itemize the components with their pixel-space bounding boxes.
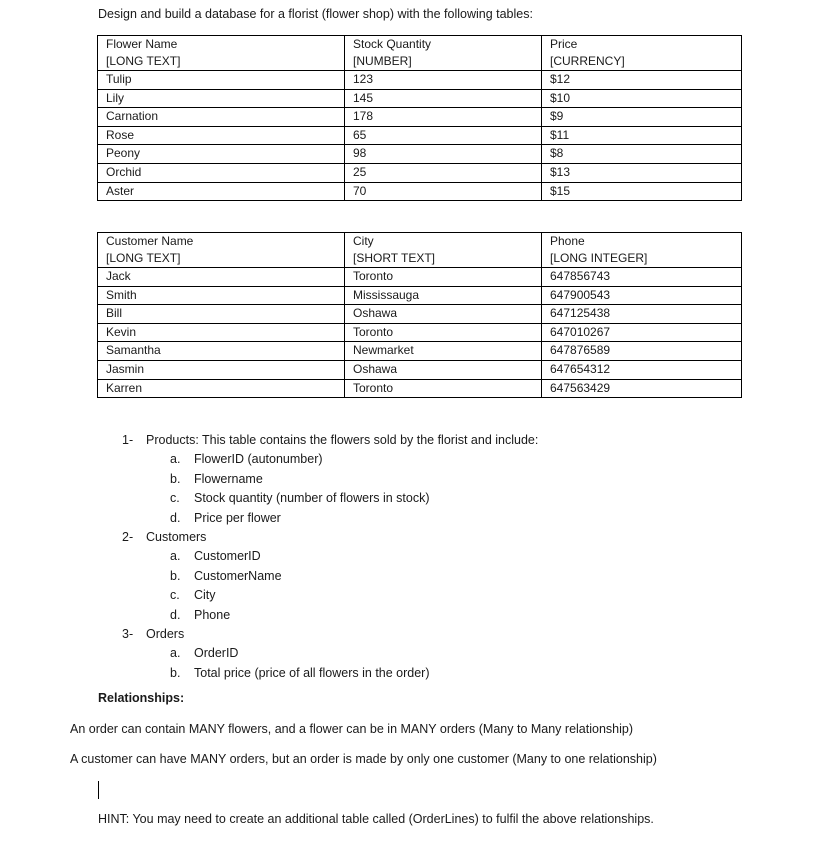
- header-text: Flower Name: [106, 37, 178, 51]
- list-item: Orders: [146, 627, 185, 641]
- sublist-letter: d.: [170, 510, 181, 525]
- sublist-item: OrderID: [194, 646, 239, 661]
- table-cell: 647856743: [542, 268, 742, 287]
- header-cell: [98, 233, 345, 268]
- table-row: [98, 360, 742, 379]
- header-text: [LONG INTEGER]: [550, 251, 648, 265]
- table-row: [98, 145, 742, 164]
- header-text: Price: [550, 37, 578, 51]
- table-row: [98, 71, 742, 90]
- header-cell: [542, 36, 742, 71]
- list-item: Products: This table contains the flowers sold by the florist and include:: [146, 433, 539, 447]
- table-cell: $13: [542, 163, 742, 182]
- header-row: [98, 36, 742, 71]
- table-row: [98, 342, 742, 361]
- table-cell: Aster: [98, 182, 345, 201]
- table-cell: 98: [345, 145, 542, 164]
- table-cell: Newmarket: [345, 342, 542, 361]
- intro-text: Design and build a database for a florist (flower shop) with the following tables:: [98, 7, 533, 21]
- sublist-item: Phone: [194, 607, 231, 622]
- header-row: [98, 233, 742, 268]
- sublist-letter: b.: [170, 568, 181, 583]
- sublist-letter: a.: [170, 549, 181, 564]
- table-cell: 647125438: [542, 305, 742, 324]
- table-cell: Karren: [98, 379, 345, 398]
- table-cell: $15: [542, 182, 742, 201]
- table-row: [98, 89, 742, 108]
- header-text: [LONG TEXT]: [106, 54, 181, 68]
- header-cell: [98, 36, 345, 71]
- sublist-letter: a.: [170, 452, 181, 467]
- table-cell: 647900543: [542, 286, 742, 305]
- table-row: [98, 286, 742, 305]
- list-number: 2-: [122, 530, 134, 544]
- table-row: [98, 323, 742, 342]
- table-cell: Toronto: [345, 323, 542, 342]
- sublist-item: FlowerID (autonumber): [194, 452, 323, 467]
- sublist-letter: a.: [170, 646, 181, 661]
- table-row: [98, 163, 742, 182]
- sublist-item: Stock quantity (number of flowers in stock): [194, 491, 430, 506]
- table-cell: 178: [345, 108, 542, 127]
- table-cell: $11: [542, 126, 742, 145]
- header-text: City: [353, 234, 374, 248]
- table-cell: 65: [345, 126, 542, 145]
- header-cell: [542, 233, 742, 268]
- sublist-item: Price per flower: [194, 510, 281, 525]
- table-cell: Rose: [98, 126, 345, 145]
- header-text: [LONG TEXT]: [106, 251, 181, 265]
- table-cell: Mississauga: [345, 286, 542, 305]
- text-cursor: [98, 781, 99, 799]
- sublist-item: City: [194, 588, 216, 603]
- table-cell: $10: [542, 89, 742, 108]
- table-cell: Jack: [98, 268, 345, 287]
- table-cell: Orchid: [98, 163, 345, 182]
- customers-table: [97, 232, 742, 398]
- table-cell: 145: [345, 89, 542, 108]
- relationship-2: A customer can have MANY orders, but an order is made by only one customer (Many to one relationship): [70, 752, 657, 766]
- table-cell: Oshawa: [345, 305, 542, 324]
- table-cell: $12: [542, 71, 742, 90]
- sublist-item: Total price (price of all flowers in the order): [194, 665, 430, 680]
- table-cell: Oshawa: [345, 360, 542, 379]
- flowers-table: [97, 35, 742, 201]
- table-cell: 647876589: [542, 342, 742, 361]
- table-row: [98, 379, 742, 398]
- sublist-letter: c.: [170, 588, 180, 603]
- table-cell: 647563429: [542, 379, 742, 398]
- table-row: [98, 182, 742, 201]
- sublist-letter: b.: [170, 665, 181, 680]
- table-cell: Toronto: [345, 268, 542, 287]
- table-cell: 123: [345, 71, 542, 90]
- header-text: Customer Name: [106, 234, 194, 248]
- table-cell: Toronto: [345, 379, 542, 398]
- table-cell: 647010267: [542, 323, 742, 342]
- table-row: [98, 268, 742, 287]
- header-text: [CURRENCY]: [550, 54, 625, 68]
- table-cell: Samantha: [98, 342, 345, 361]
- table-cell: Kevin: [98, 323, 345, 342]
- header-text: Stock Quantity: [353, 37, 432, 51]
- header-text: [SHORT TEXT]: [353, 251, 436, 265]
- relationship-1: An order can contain MANY flowers, and a flower can be in MANY orders (Many to Many relationship): [70, 722, 633, 736]
- table-cell: Jasmin: [98, 360, 345, 379]
- sublist-letter: b.: [170, 471, 181, 486]
- header-text: [NUMBER]: [353, 54, 412, 68]
- table-cell: Tulip: [98, 71, 345, 90]
- sublist-item: CustomerID: [194, 549, 261, 564]
- table-cell: Bill: [98, 305, 345, 324]
- table-cell: 25: [345, 163, 542, 182]
- table-cell: 70: [345, 182, 542, 201]
- list-number: 1-: [122, 433, 134, 447]
- sublist-letter: c.: [170, 491, 180, 506]
- table-cell: Peony: [98, 145, 345, 164]
- table-cell: 647654312: [542, 360, 742, 379]
- table-row: [98, 126, 742, 145]
- header-text: Phone: [550, 234, 585, 248]
- table-row: [98, 305, 742, 324]
- table-row: [98, 108, 742, 127]
- header-cell: [345, 36, 542, 71]
- list-number: 3-: [122, 627, 134, 641]
- table-cell: Lily: [98, 89, 345, 108]
- sublist-item: CustomerName: [194, 568, 282, 583]
- header-cell: [345, 233, 542, 268]
- sublist-letter: d.: [170, 607, 181, 622]
- table-cell: Carnation: [98, 108, 345, 127]
- table-cell: Smith: [98, 286, 345, 305]
- sublist-item: Flowername: [194, 471, 263, 486]
- table-cell: $8: [542, 145, 742, 164]
- table-cell: $9: [542, 108, 742, 127]
- hint-text: HINT: You may need to create an additional table called (OrderLines) to fulfil the above relationships.: [98, 812, 654, 826]
- list-item: Customers: [146, 530, 207, 544]
- relationships-heading: Relationships:: [98, 691, 185, 705]
